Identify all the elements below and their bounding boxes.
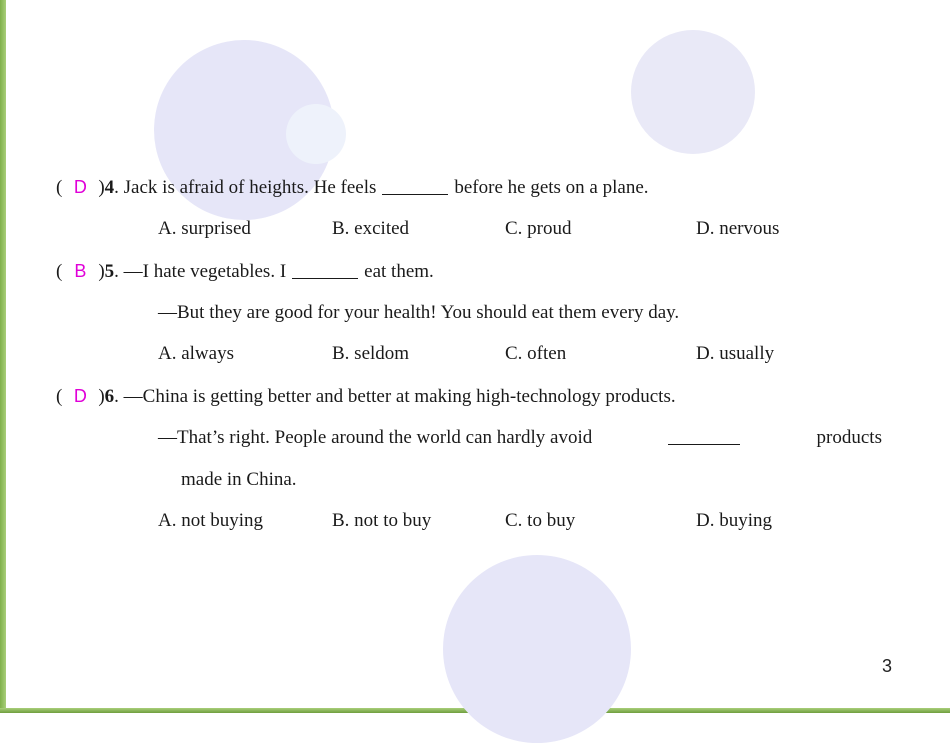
question-text: . —I hate vegetables. I xyxy=(114,261,287,282)
option-b: B. excited xyxy=(332,218,410,239)
question-6-reply-cont: made in China. xyxy=(181,469,297,490)
answer-letter: D xyxy=(73,386,87,406)
question-5-stem xyxy=(56,259,434,284)
answer-blank xyxy=(382,176,448,195)
option-b: B. not to buy xyxy=(332,510,432,531)
answer-letter: D xyxy=(73,177,87,197)
answer-blank xyxy=(668,426,740,445)
question-number: 6 xyxy=(104,386,115,407)
option-d: D. usually xyxy=(696,343,775,364)
question-number: 4 xyxy=(104,177,115,198)
option-c: C. to buy xyxy=(505,510,576,531)
reply-text-after: products xyxy=(816,427,882,448)
question-4-stem xyxy=(56,175,649,200)
question-text-after: eat them. xyxy=(364,261,434,282)
option-d: D. buying xyxy=(696,510,772,531)
question-text-after: before he gets on a plane. xyxy=(454,177,649,198)
question-6-stem xyxy=(56,384,676,409)
question-6-reply xyxy=(158,426,882,450)
option-a: A. always xyxy=(158,343,234,364)
close-paren: ) xyxy=(98,386,105,407)
question-text: . Jack is afraid of heights. He feels xyxy=(114,177,377,198)
question-text: . —China is getting better and better at making high-technology products. xyxy=(114,386,676,407)
option-c: C. proud xyxy=(505,218,572,239)
open-paren: ( xyxy=(56,177,63,198)
answer-letter: B xyxy=(74,261,87,281)
close-paren: ) xyxy=(98,261,105,282)
answer-blank xyxy=(292,260,358,279)
open-paren: ( xyxy=(56,386,63,407)
question-number: 5 xyxy=(104,261,115,282)
open-paren: ( xyxy=(56,261,63,282)
question-5-reply: —But they are good for your health! You should eat them every day. xyxy=(158,302,680,323)
reply-text: —That’s right. People around the world can hardly avoid xyxy=(158,427,593,448)
option-b: B. seldom xyxy=(332,343,410,364)
close-paren: ) xyxy=(98,177,105,198)
option-a: A. not buying xyxy=(158,510,264,531)
option-a: A. surprised xyxy=(158,218,251,239)
page-number: 3 xyxy=(881,656,892,676)
option-d: D. nervous xyxy=(696,218,780,239)
option-c: C. often xyxy=(505,343,567,364)
